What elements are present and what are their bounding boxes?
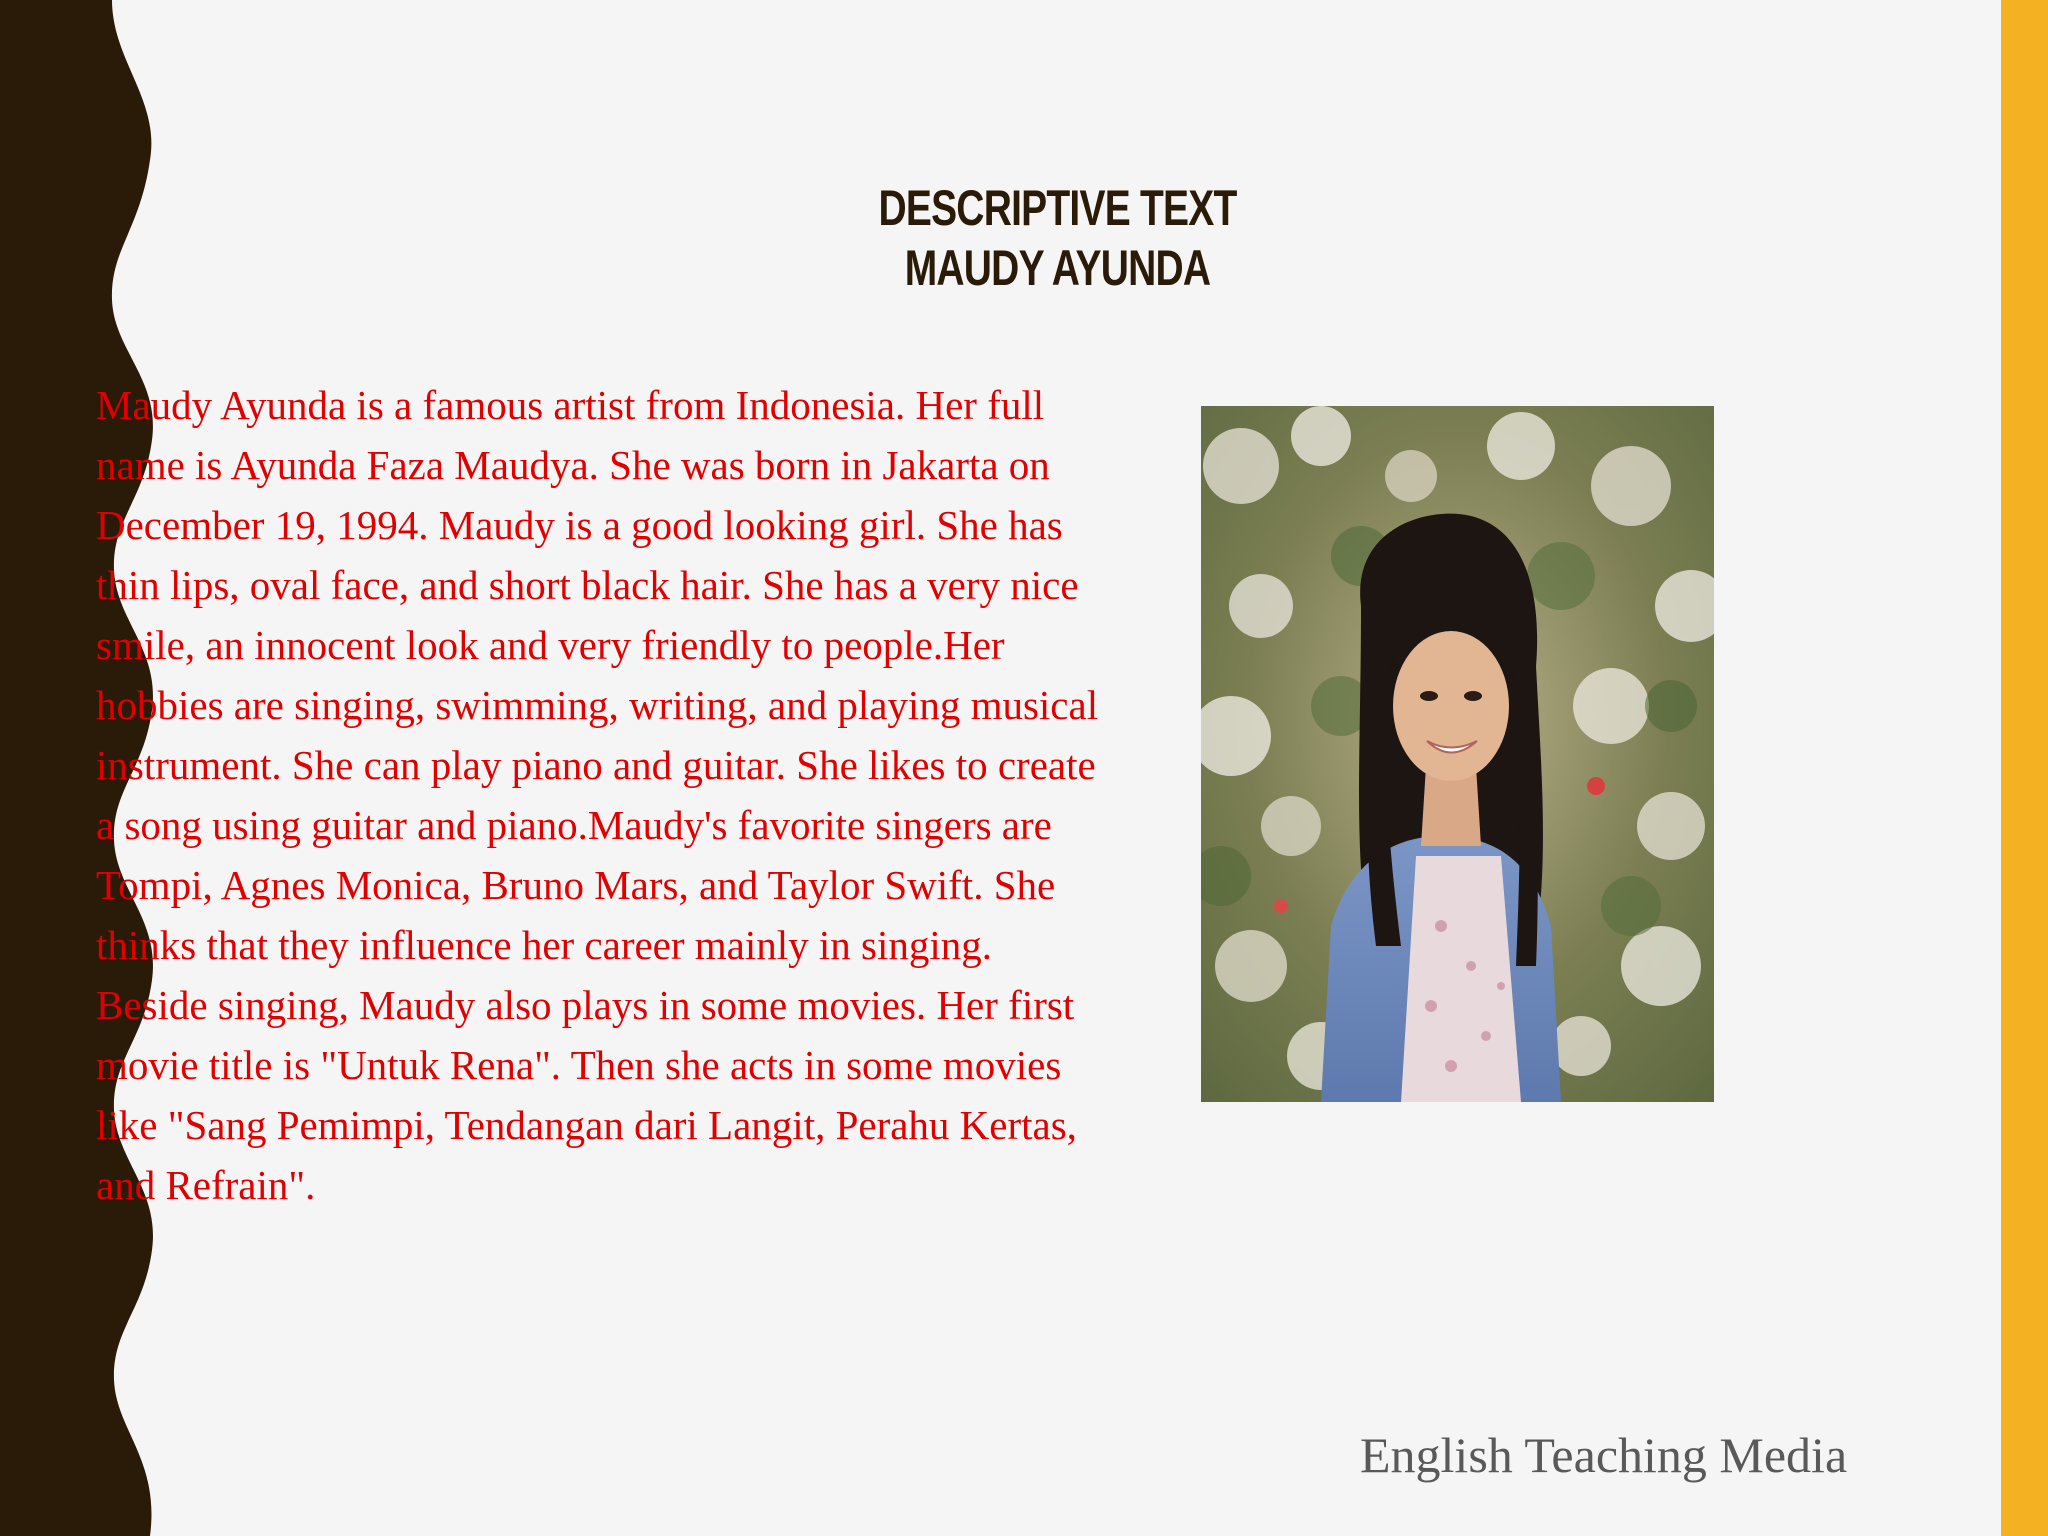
body-paragraph: Maudy Ayunda is a famous artist from Indonesia. Her full name is Ayunda Faza Maudya. She was born in Jakarta on December 19, 1994. Maudy is a good looking girl. She has thin lips, oval face, and short black hair. She has a very nice smile, an innocent look and very friendly to people.Her hobbies are singing, swimming, writing, and playing musical instrument. She can play piano and guitar. She likes to create a song using guitar and piano.Maudy's favorite singers are Tompi, Agnes Monica, Bruno Mars, and Taylor Swift. She thinks that they influence her career mainly in singing. Beside singing, Maudy also plays in some movies. Her first movie title is "Untuk Rena". Then she acts in some movies like "Sang Pemimpi, Tendangan dari Langit, Perahu Kertas, and Refrain". <box>96 382 1099 1208</box>
right-accent-bar <box>2001 0 2048 1536</box>
title-line-2: MAUDY AYUNDA <box>904 240 1211 296</box>
portrait-photo <box>1201 406 1714 1102</box>
portrait-photo-illustration <box>1201 406 1714 1102</box>
title-line-1: DESCRIPTIVE TEXT <box>878 180 1237 236</box>
slide-title <box>701 178 1415 298</box>
footer-text: English Teaching Media <box>1360 1427 1848 1483</box>
